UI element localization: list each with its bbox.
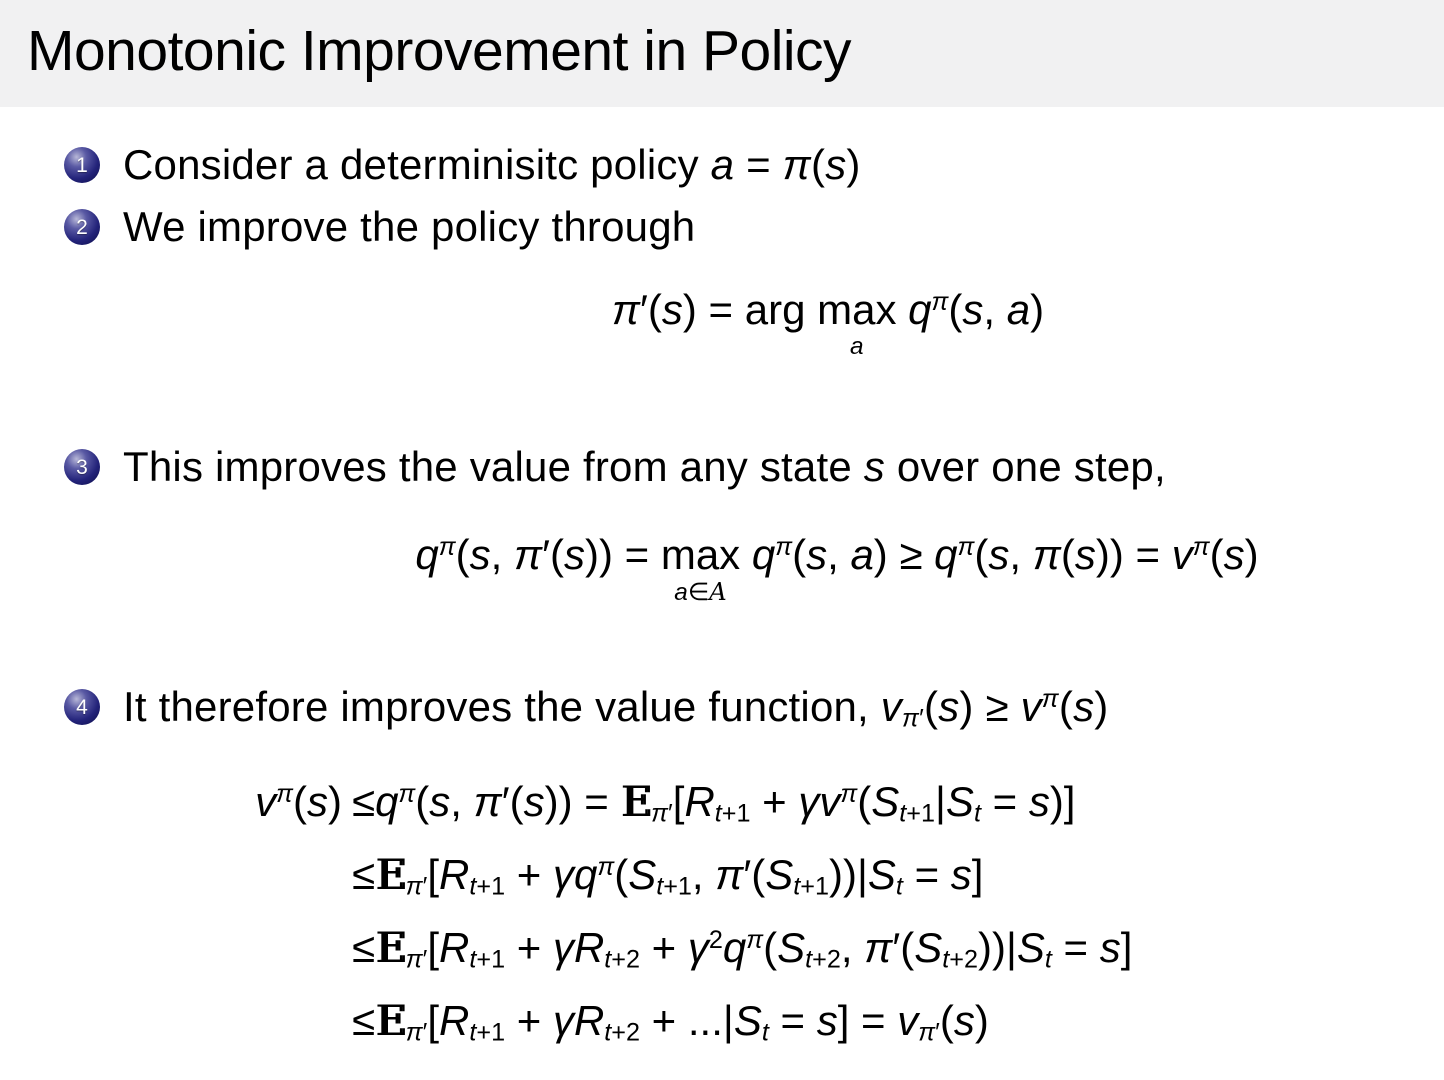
bullet-label: We improve the policy through bbox=[123, 203, 696, 250]
bullet-item-2 bbox=[64, 203, 696, 250]
equation-one-step-improvement: $q^\pi(s$, π′(s)) = max a∈A $q^\pi(s$, $a) \ge q^\pi(s$, $\pi(s)) = v^\pi(s)$ bbox=[415, 531, 1259, 607]
bullet-label: It therefore improves the value function, $v_{\pi'}(s) \ge v^\pi(s)$ bbox=[123, 683, 1109, 733]
derivation-rhs: ≤E $E_{\pi'}[R_{t+1} + \gamma R_{t+2} + ...|S_t = s] = v_{\pi'}(s)$ bbox=[352, 984, 1132, 1057]
derivation-row-2 bbox=[238, 838, 1132, 911]
bullet-item-1 bbox=[64, 141, 861, 188]
derivation-rhs: $\le q^\pi(s$, π′(s)) = E $E_{\pi'}[R_{t+1} + \gamma v^\pi(S_{t+1}|S_t = s)]$ bbox=[352, 765, 1132, 838]
derivation-rhs: ≤E $E_{\pi'}[R_{t+1} + \gamma q^\pi(S_{t+1}$, $\pi'(S_{t+1}))|S_t = s$] bbox=[352, 838, 1132, 911]
derivation-lhs bbox=[238, 911, 352, 984]
derivation-block bbox=[238, 765, 1132, 1057]
title-bar bbox=[0, 0, 1444, 107]
equation-argmax-policy: π′(s) = arg max a $q^\pi(s$, a) bbox=[611, 286, 1045, 361]
bullet-label: This improves the value from any state s over one step, bbox=[123, 443, 1166, 490]
derivation-lhs bbox=[238, 984, 352, 1057]
bullet-item-4 bbox=[64, 683, 1109, 733]
derivation-row-4 bbox=[238, 984, 1132, 1057]
bullet-number-badge: 3 bbox=[64, 449, 100, 485]
bullet-number-badge: 1 bbox=[64, 147, 100, 183]
derivation-lhs bbox=[238, 838, 352, 911]
slide-title: Monotonic Improvement in Policy bbox=[27, 19, 852, 83]
bullet-label: Consider a determinisitc policy a = π(s) bbox=[123, 141, 861, 188]
derivation-row-3 bbox=[238, 911, 1132, 984]
derivation-lhs: $v^\pi(s)$ bbox=[255, 778, 342, 825]
derivation-rhs: ≤E $E_{\pi'}[R_{t+1} + \gamma R_{t+2} + \gamma^2q^\pi(S_{t+2}$, $\pi'(S_{t+2}))|S_t = s$] bbox=[352, 911, 1132, 984]
derivation-row-1 bbox=[238, 765, 1132, 838]
bullet-item-3 bbox=[64, 443, 1166, 490]
bullet-number-badge: 2 bbox=[64, 209, 100, 245]
bullet-number-badge: 4 bbox=[64, 689, 100, 725]
